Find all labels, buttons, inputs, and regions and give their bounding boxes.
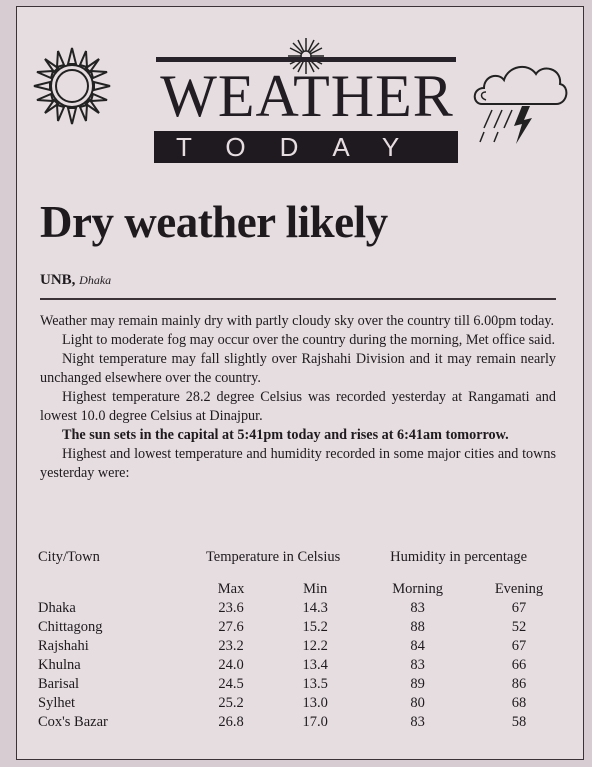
cell-city: Chittagong bbox=[38, 619, 103, 635]
cell-min: 15.2 bbox=[302, 619, 328, 635]
article-body bbox=[40, 312, 556, 483]
table-row bbox=[38, 713, 560, 732]
cell-morning: 88 bbox=[410, 619, 425, 635]
cell-city: Rajshahi bbox=[38, 638, 89, 654]
table-row bbox=[38, 675, 560, 694]
weather-table bbox=[38, 548, 560, 732]
cell-morning: 83 bbox=[410, 657, 425, 673]
table-row bbox=[38, 599, 560, 618]
cell-min: 13.4 bbox=[302, 657, 328, 673]
cell-evening: 66 bbox=[511, 657, 527, 673]
cell-max: 24.0 bbox=[218, 657, 244, 673]
cell-morning: 83 bbox=[410, 600, 425, 616]
cell-evening: 67 bbox=[511, 600, 527, 616]
table-row bbox=[38, 656, 560, 675]
cell-min: 14.3 bbox=[302, 600, 328, 616]
cell-max: 26.8 bbox=[218, 714, 244, 730]
table-row bbox=[38, 694, 560, 713]
header-humidity: Humidity in percentage bbox=[390, 549, 528, 565]
cell-morning: 84 bbox=[410, 638, 425, 654]
paragraph: Highest and lowest temperature and humidity recorded in some major cities and towns yesterday were: bbox=[40, 446, 556, 481]
header-min: Min bbox=[303, 581, 328, 597]
cell-city: Sylhet bbox=[38, 695, 76, 711]
cell-city: Khulna bbox=[38, 657, 81, 673]
table-row bbox=[38, 618, 560, 637]
cell-max: 23.2 bbox=[218, 638, 244, 654]
cell-evening: 68 bbox=[511, 695, 527, 711]
cell-min: 13.0 bbox=[302, 695, 328, 711]
byline-location: Dhaka bbox=[79, 273, 112, 287]
masthead-title: WEATHER bbox=[160, 63, 454, 129]
table-row bbox=[38, 637, 560, 656]
cell-max: 23.6 bbox=[218, 600, 244, 616]
byline bbox=[40, 272, 111, 289]
header-temperature: Temperature in Celsius bbox=[205, 549, 341, 565]
headline: Dry weather likely bbox=[40, 197, 388, 247]
cell-min: 17.0 bbox=[302, 714, 328, 730]
cell-city: Cox's Bazar bbox=[38, 714, 108, 730]
paragraph: Night temperature may fall slightly over Rajshahi Division and it may remain nearly unchanged elsewhere over the country. bbox=[40, 351, 556, 386]
header-max: Max bbox=[217, 581, 245, 597]
header-city: City/Town bbox=[38, 549, 100, 565]
cell-evening: 86 bbox=[511, 676, 527, 692]
paragraph: Highest temperature 28.2 degree Celsius was recorded yesterday at Rangamati and lowest 10.0 degree Celsius at Dinajpur. bbox=[40, 389, 556, 424]
header-evening: Evening bbox=[494, 581, 544, 597]
paragraph: Weather may remain mainly dry with partly cloudy sky over the country till 6.00pm today. bbox=[40, 313, 555, 329]
masthead-subtitle: TODAY bbox=[154, 131, 458, 163]
cell-min: 12.2 bbox=[302, 638, 328, 654]
storm-cloud-icon bbox=[470, 52, 570, 147]
paragraph: The sun sets in the capital at 5:41pm today and rises at 6:41am tomorrow. bbox=[62, 427, 509, 443]
cell-morning: 89 bbox=[410, 676, 425, 692]
header-morning: Morning bbox=[392, 581, 443, 597]
cell-min: 13.5 bbox=[302, 676, 328, 692]
cell-morning: 80 bbox=[410, 695, 425, 711]
cell-max: 24.5 bbox=[218, 676, 244, 692]
cell-max: 27.6 bbox=[218, 619, 244, 635]
sun-icon bbox=[32, 46, 112, 126]
cell-max: 25.2 bbox=[218, 695, 244, 711]
byline-agency: UNB, bbox=[40, 272, 76, 288]
cell-city: Dhaka bbox=[38, 600, 76, 616]
cell-morning: 83 bbox=[410, 714, 425, 730]
cell-evening: 58 bbox=[511, 714, 527, 730]
paragraph: Light to moderate fog may occur over the country during the morning, Met office said. bbox=[62, 332, 556, 348]
cell-evening: 52 bbox=[511, 619, 527, 635]
byline-rule bbox=[40, 298, 556, 300]
cell-evening: 67 bbox=[511, 638, 527, 654]
cell-city: Barisal bbox=[38, 676, 80, 692]
